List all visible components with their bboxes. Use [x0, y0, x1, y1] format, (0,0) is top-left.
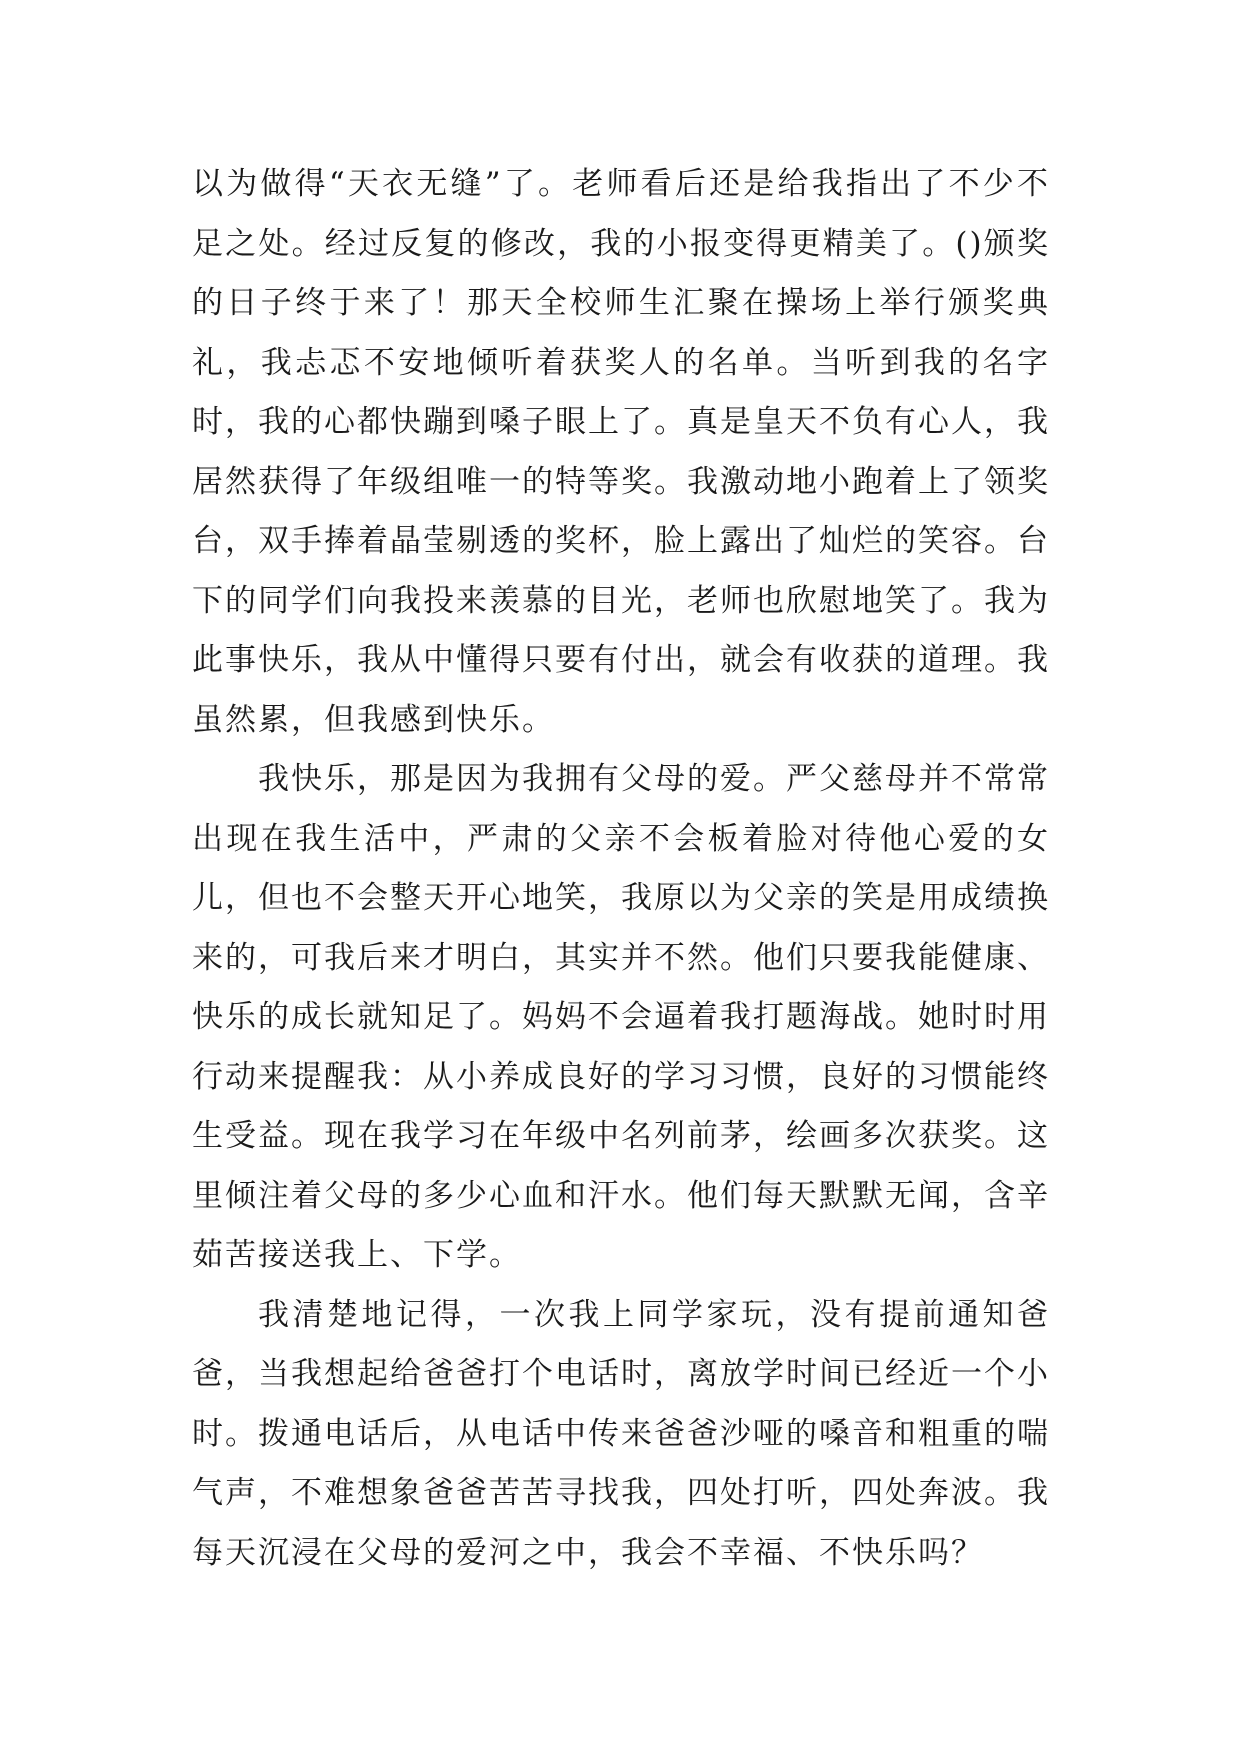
paragraph-2: 我快乐，那是因为我拥有父母的爱。严父慈母并不常常出现在我生活中，严肃的父亲不会板着脸对待他心爱的女儿，但也不会整天开心地笑，我原以为父亲的笑是用成绩换来的，可我后来才明白，其实并不然。他们只要我能健康、快乐的成长就知足了。妈妈不会逼着我打题海战。她时时用行动来提醒我：从小养成良好的学习习惯，良好的习惯能终生受益。现在我学习在年级中名列前茅，绘画多次获奖。这里倾注着父母的多少心血和汗水。他们每天默默无闻，含辛茹苦接送我上、下学。: [192, 761, 1050, 1273]
paragraph-3: 我清楚地记得，一次我上同学家玩，没有提前通知爸爸，当我想起给爸爸打个电话时，离放学时间已经近一个小时。拨通电话后，从电话中传来爸爸沙哑的嗓音和粗重的喘气声，不难想象爸爸苦苦寻找我，四处打听，四处奔波。我每天沉浸在父母的爱河之中，我会不幸福、不快乐吗？: [192, 1296, 1050, 1571]
paragraph-1: 以为做得“天衣无缝”了。老师看后还是给我指出了不少不足之处。经过反复的修改，我的小报变得更精美了。()颁奖的日子终于来了！那天全校师生汇聚在操场上举行颁奖典礼，我忐忑不安地倾听着获奖人的名单。当听到我的名字时，我的心都快蹦到嗓子眼上了。真是皇天不负有心人，我居然获得了年级组唯一的特等奖。我激动地小跑着上了领奖台，双手捧着晶莹剔透的奖杯，脸上露出了灿烂的笑容。台下的同学们向我投来羡慕的目光，老师也欣慰地笑了。我为此事快乐，我从中懂得只要有付出，就会有收获的道理。我虽然累，但我感到快乐。: [192, 166, 1050, 738]
document-body: [192, 155, 1050, 1583]
